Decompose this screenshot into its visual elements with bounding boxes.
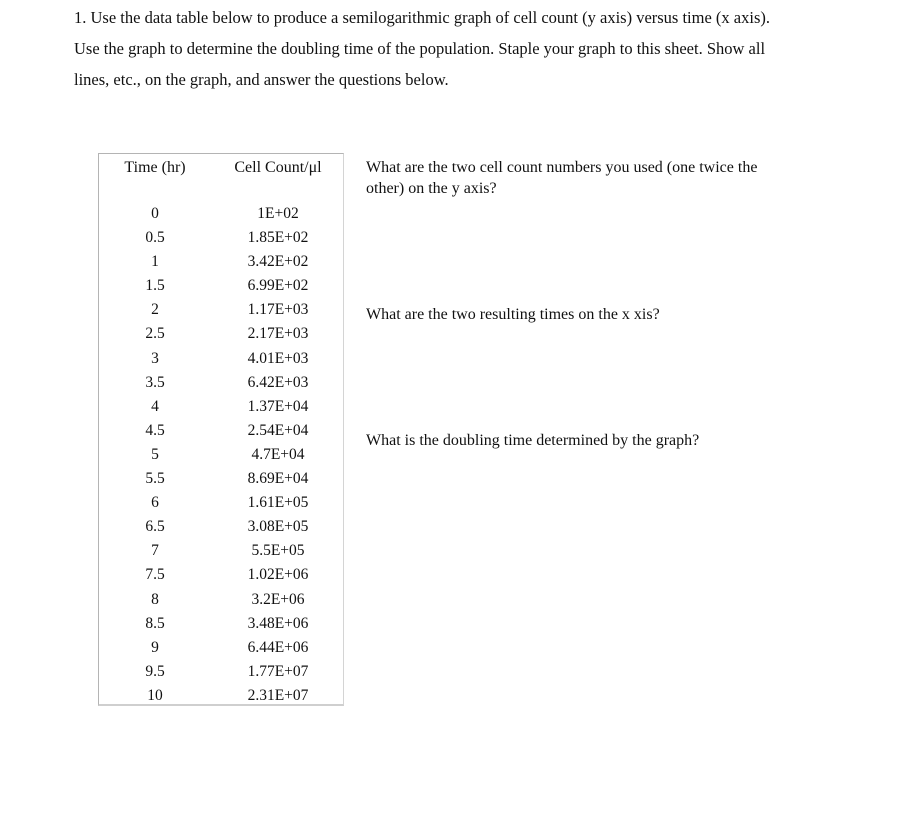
time-cell: 9 bbox=[151, 638, 159, 656]
table-row bbox=[99, 565, 343, 589]
cell-count-cell: 8.69E+04 bbox=[247, 470, 309, 488]
table-row bbox=[99, 638, 343, 662]
time-cell: 8.5 bbox=[145, 614, 165, 632]
time-cell: 0 bbox=[151, 205, 159, 222]
time-cell: 4.5 bbox=[145, 421, 165, 439]
cell-count-cell: 1.02E+06 bbox=[247, 566, 309, 584]
instructions-line-1: 1. Use the data table below to produce a semilogarithmic graph of cell count (y axis) versus time (x axis). bbox=[74, 8, 770, 27]
data-table bbox=[98, 153, 344, 706]
cell-count-cell: 1.85E+02 bbox=[247, 229, 309, 247]
time-cell: 3 bbox=[151, 349, 159, 367]
table-row bbox=[99, 349, 343, 373]
time-cell: 7.5 bbox=[145, 566, 165, 584]
time-cell: 3.5 bbox=[145, 373, 165, 391]
time-cell: 10 bbox=[147, 686, 163, 704]
time-cell: 7 bbox=[151, 542, 159, 560]
time-cell: 0.5 bbox=[145, 229, 165, 247]
cell-count-cell: 1.17E+03 bbox=[247, 301, 309, 319]
cell-count-cell: 1.37E+04 bbox=[247, 397, 309, 415]
cell-count-cell: 1.77E+07 bbox=[247, 662, 309, 680]
time-cell: 8 bbox=[151, 590, 159, 608]
question-cell-counts-line-1: What are the two cell count numbers you used (one twice the bbox=[366, 159, 758, 176]
time-cell: 4 bbox=[151, 397, 159, 415]
table-row bbox=[99, 445, 343, 469]
time-cell: 1.5 bbox=[145, 277, 165, 295]
time-cell: 5 bbox=[151, 445, 159, 463]
table-row bbox=[99, 373, 343, 397]
table-row bbox=[99, 421, 343, 445]
time-cell: 1 bbox=[151, 253, 159, 271]
time-cell: 2.5 bbox=[145, 325, 165, 343]
table-row bbox=[99, 276, 343, 300]
table-row bbox=[99, 493, 343, 517]
cell-count-cell: 2.17E+03 bbox=[247, 325, 309, 343]
cell-count-cell: 1.61E+05 bbox=[247, 494, 309, 512]
instructions bbox=[74, 2, 874, 95]
table-row bbox=[99, 614, 343, 638]
table-row bbox=[99, 541, 343, 565]
cell-count-cell: 3.2E+06 bbox=[251, 590, 305, 608]
time-column-header: Time (hr) bbox=[124, 159, 186, 176]
table-row bbox=[99, 397, 343, 421]
instructions-line-2: Use the graph to determine the doubling time of the population. Staple your graph to this sheet. Show all bbox=[74, 39, 766, 58]
cell-count-column-header: Cell Count/μl bbox=[234, 159, 322, 176]
table-row bbox=[99, 228, 343, 252]
time-cell: 6.5 bbox=[145, 518, 165, 536]
table-row bbox=[99, 686, 343, 710]
question-doubling-time: What is the doubling time determined by the graph? bbox=[366, 432, 700, 449]
time-cell: 2 bbox=[151, 301, 159, 319]
time-cell: 9.5 bbox=[145, 662, 165, 680]
question-cell-counts-line-2: other) on the y axis? bbox=[366, 180, 497, 197]
table-row bbox=[99, 300, 343, 324]
table-row bbox=[99, 590, 343, 614]
cell-count-cell: 6.42E+03 bbox=[247, 373, 309, 391]
table-row bbox=[99, 469, 343, 493]
time-cell: 5.5 bbox=[145, 470, 165, 488]
time-cell: 6 bbox=[151, 494, 159, 512]
cell-count-cell: 6.99E+02 bbox=[247, 277, 309, 295]
table-header bbox=[99, 159, 343, 183]
table-row bbox=[99, 517, 343, 541]
table-row bbox=[99, 324, 343, 348]
cell-count-cell: 1E+02 bbox=[257, 205, 299, 222]
cell-count-cell: 5.5E+05 bbox=[251, 542, 305, 560]
cell-count-cell: 2.31E+07 bbox=[247, 686, 309, 704]
cell-count-cell: 2.54E+04 bbox=[247, 421, 309, 439]
cell-count-cell: 4.01E+03 bbox=[247, 349, 309, 367]
instructions-line-3: lines, etc., on the graph, and answer the questions below. bbox=[74, 70, 449, 89]
table-row bbox=[99, 662, 343, 686]
cell-count-cell: 4.7E+04 bbox=[251, 445, 305, 463]
table-body bbox=[99, 204, 343, 710]
cell-count-cell: 3.48E+06 bbox=[247, 614, 309, 632]
cell-count-cell: 3.42E+02 bbox=[247, 253, 309, 271]
cell-count-cell: 6.44E+06 bbox=[247, 638, 309, 656]
table-row bbox=[99, 252, 343, 276]
table-row bbox=[99, 204, 343, 228]
cell-count-cell: 3.08E+05 bbox=[247, 518, 309, 536]
question-cell-counts bbox=[366, 157, 836, 199]
question-resulting-times: What are the two resulting times on the x xis? bbox=[366, 306, 660, 323]
